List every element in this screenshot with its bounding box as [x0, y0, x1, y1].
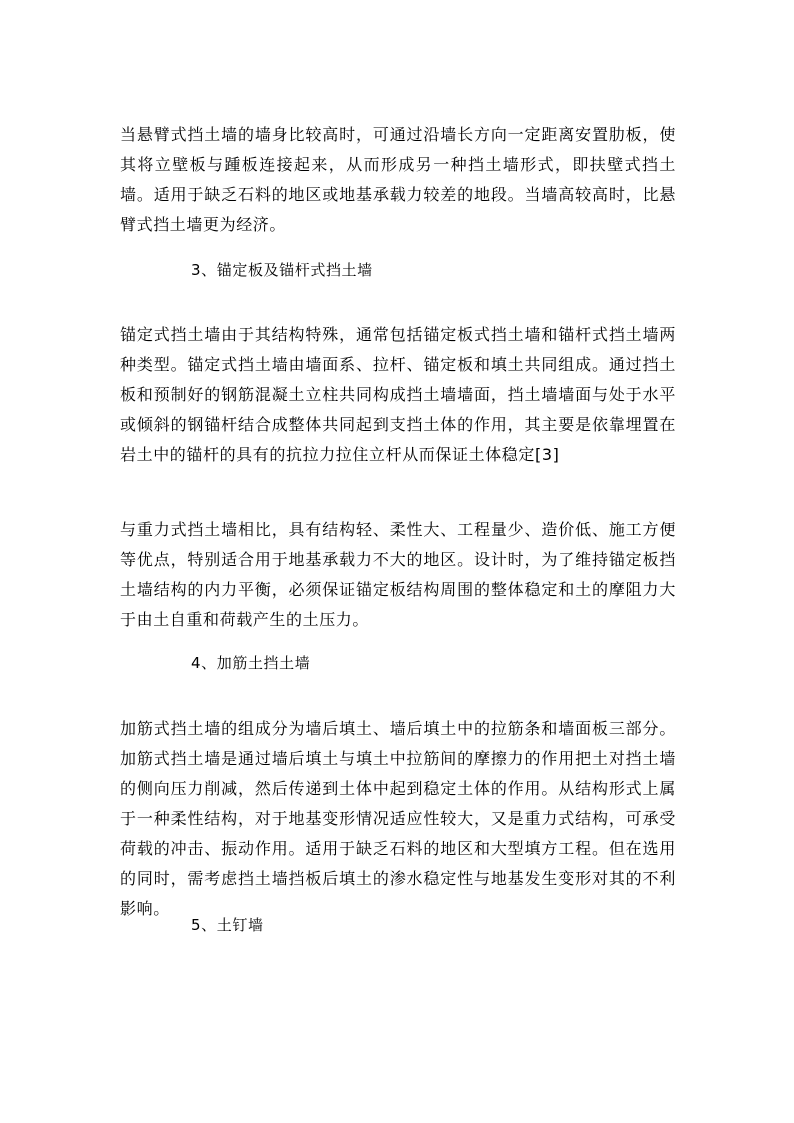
paragraph-anchored-wall-intro: 锚定式挡土墙由于其结构特殊，通常包括锚定板式挡土墙和锚杆式挡土墙两种类型。锚定式挡土墙由墙面系、拉杆、锚定板和填土共同组成。通过挡土板和预制好的钢筋混凝土立柱共同构成挡土墙墙面，挡土墙墙面与处于水平或倾斜的钢锚杆结合成整体共同起到支挡土体的作用，其主要是依靠埋置在岩土中的锚杆的具有的抗拉力拉住立杆从而保证土体稳定[3]	[120, 325, 676, 464]
section-heading-soil-nail-wall: 5、土钉墙	[191, 916, 264, 934]
section-heading-anchored-wall: 3、锚定板及锚杆式挡土墙	[191, 261, 373, 279]
paragraph-reinforced-earth-wall: 加筋式挡土墙的组成分为墙后填土、墙后填土中的拉筋条和墙面板三部分。加筋式挡土墙是通过墙后填土与填土中拉筋间的摩擦力的作用把土对挡土墙的侧向压力削减，然后传递到土体中起到稳定土体的作用。从结构形式上属于一种柔性结构，对于地基变形情况适应性较大，又是重力式结构，可承受荷载的冲击、振动作用。适用于缺乏石料的地区和大型填方工程。但在选用的同时，需考虑挡土墙挡板后填土的渗水稳定性与地基发生变形对其的不利影响。	[120, 719, 676, 918]
paragraph-counterfort-wall: 当悬臂式挡土墙的墙身比较高时，可通过沿墙长方向一定距离安置肋板，使其将立壁板与踵板连接起来，从而形成另一种挡土墙形式，即扶壁式挡土墙。适用于缺乏石料的地区或地基承载力较差的地段。当墙高较高时，比悬臂式挡土墙更为经济。	[120, 125, 676, 234]
paragraph-anchored-wall-advantages: 与重力式挡土墙相比，具有结构轻、柔性大、工程量少、造价低、施工方便等优点，特别适合用于地基承载力不大的地区。设计时，为了维持锚定板挡土墙结构的内力平衡，必须保证锚定板结构周围的整体稳定和土的摩阻力大于由土自重和荷载产生的土压力。	[120, 520, 676, 629]
section-heading-reinforced-earth-wall: 4、加筋土挡土墙	[191, 654, 311, 672]
